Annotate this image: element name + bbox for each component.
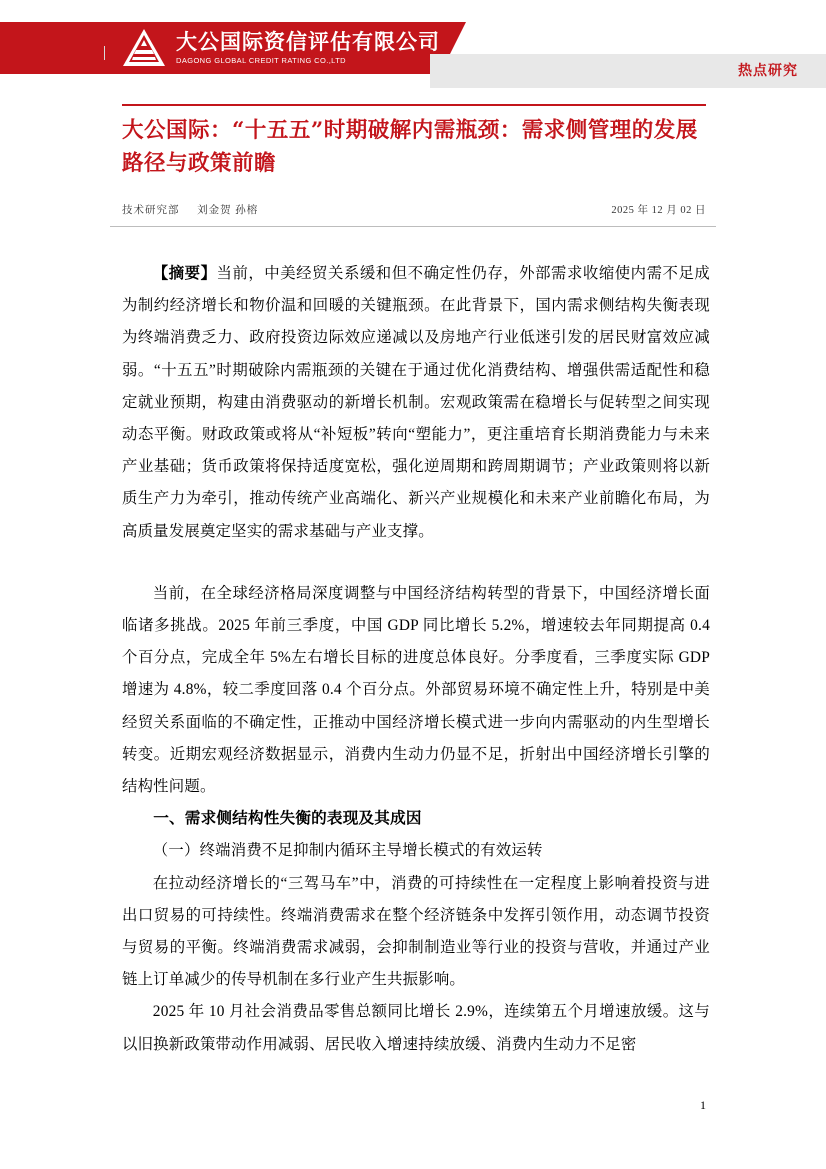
byline-authors: 刘金贺 孙榕 — [197, 205, 259, 216]
section-heading-1: 一、需求侧结构性失衡的表现及其成因 — [153, 810, 422, 828]
header-left-tick — [104, 46, 105, 60]
body-paragraph-3: 2025 年 10 月社会消费品零售总额同比增长 2.9%，连续第五个月增速放缓。这与以旧换新政策带动作用减弱、居民收入增速持续放缓、消费内生动力不足密 — [122, 1003, 710, 1053]
dagong-logo-icon — [122, 28, 166, 68]
company-name-cn: 大公国际资信评估有限公司 — [176, 29, 440, 54]
company-logo — [122, 28, 440, 68]
abstract-text: 当前，中美经贸关系缓和但不确定性仍存，外部需求收缩使内需不足成为制约经济增长和物价温和回暖的关键瓶颈。在此背景下，国内需求侧结构失衡表现为终端消费乏力、政府投资边际效应递减以及房地产行业低迷引发的居民财富效应减弱。“十五五”时期破除内需瓶颈的关键在于通过优化消费结构、增强供需适配性和稳定就业预期，构建由消费驱动的新增长机制。宏观政策需在稳增长与促转型之间实现动态平衡。财政政策或将从“补短板”转向“塑能力”，更注重培育长期消费能力与未来产业基础；货币政策将保持适度宽松，强化逆周期和跨周期调节；产业政策则将以新质生产力为牵引，推动传统产业高端化、新兴产业规模化和未来产业前瞻化布局，为高质量发展奠定坚实的需求基础与产业支撑。 — [122, 265, 710, 540]
byline-divider — [110, 226, 716, 227]
company-logo-text — [176, 31, 440, 65]
publication-date: 2025 年 12 月 02 日 — [611, 205, 706, 216]
page-title: 大公国际：“十五五”时期破解内需瓶颈：需求侧管理的发展路径与政策前瞻 — [122, 118, 698, 177]
paragraph-spacer — [122, 548, 710, 578]
header-category-tag: 热点研究 — [738, 63, 798, 79]
page-number: 1 — [700, 1098, 706, 1112]
page-header — [0, 0, 826, 92]
body-paragraph-1: 当前，在全球经济格局深度调整与中国经济结构转型的背景下，中国经济增长面临诸多挑战。2025 年前三季度，中国 GDP 同比增长 5.2%，增速较去年同期提高 0.4 个百分点，完成全年 5%左右增长目标的进度总体良好。分季度看，三季度实际 GDP 增速为 4.8%，较二季度回落 0.4 个百分点。外部贸易环境不确定性上升，特别是中美经贸关系面临的不确定性，正推动中国经济增长模式进一步向内需驱动的内生型增长转变。近期宏观经济数据显示，消费内生动力仍显不足，折射出中国经济增长引擎的结构性问题。 — [122, 584, 710, 796]
subsection-heading-1: （一）终端消费不足抑制内循环主导增长模式的有效运转 — [152, 842, 543, 860]
byline-department: 技术研究部 — [122, 205, 180, 216]
byline — [122, 202, 272, 217]
abstract-label: 【摘要】 — [152, 265, 217, 282]
body-paragraph-2: 在拉动经济增长的“三驾马车”中，消费的可持续性在一定程度上影响着投资与进出口贸易的可持续性。终端消费需求在整个经济链条中发挥引领作用，动态调节投资与贸易的平衡。终端消费需求减弱，会抑制制造业等行业的投资与营收，并通过产业链上订单减少的传导机制在多行业产生共振影响。 — [122, 874, 710, 989]
title-divider — [122, 104, 706, 106]
abstract-paragraph — [122, 258, 710, 548]
company-name-en: DAGONG GLOBAL CREDIT RATING CO.,LTD — [176, 56, 346, 66]
document-body — [122, 258, 710, 1061]
